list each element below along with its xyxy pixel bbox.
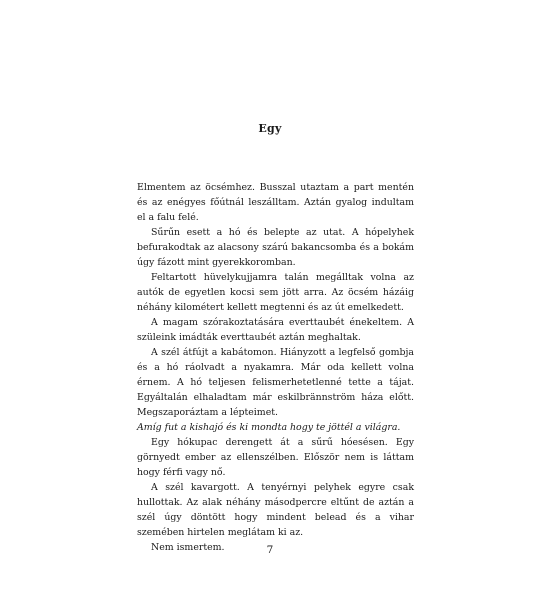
body-text <box>137 180 414 555</box>
paragraph: Feltartott hüvelykujjamra talán megálltak volna az autók de egyetlen kocsi sem jött arra. Az öcsém házáig néhány kilométert kellett megtenni és az út emelkedett. <box>137 272 414 313</box>
paragraph: A magam szórakoztatására everttaubét énekeltem. A szüleink imádták everttaubét aztán meghaltak. <box>137 317 414 343</box>
chapter-title: Egy <box>258 122 282 135</box>
paragraph: A szél kavargott. A tenyérnyi pelyhek egyre csak hullottak. Az alak néhány másodpercre eltűnt de aztán a szél úgy döntött hogy mindent belead és a vihar szemében hirtelen meglátam ki az. <box>137 482 414 538</box>
paragraph: Egy hókupac derengett át a sűrű hóesésen. Egy görnyedt ember az ellenszélben. Először nem is láttam hogy férfi vagy nő. <box>137 437 414 478</box>
italic-paragraph: Amíg fut a kishajó és ki mondta hogy te jöttél a világra. <box>137 422 401 433</box>
page-number: 7 <box>266 544 274 556</box>
paragraph: A szél átfújt a kabátomon. Hiányzott a legfelső gombja és a hó ráolvadt a nyakamra. Már oda kellett volna érnem. A hó teljesen felismerhetetlenné tette a tájat. Egyáltalán elhaladtam már eskilbrännström háza előtt. Megszaporáztam a lépteimet. <box>137 347 414 418</box>
paragraph: Elmentem az öcsémhez. Busszal utaztam a part mentén és az enégyes főútnál leszálltam. Aztán gyalog indultam el a falu felé. <box>137 182 414 223</box>
paragraph: Sűrűn esett a hó és belepte az utat. A hópelyhek befurakodtak az alacsony szárú bakancsomba és a bokám úgy fázott mint gyerekkoromban. <box>137 227 414 268</box>
paragraph: Nem ismertem. <box>151 542 225 553</box>
